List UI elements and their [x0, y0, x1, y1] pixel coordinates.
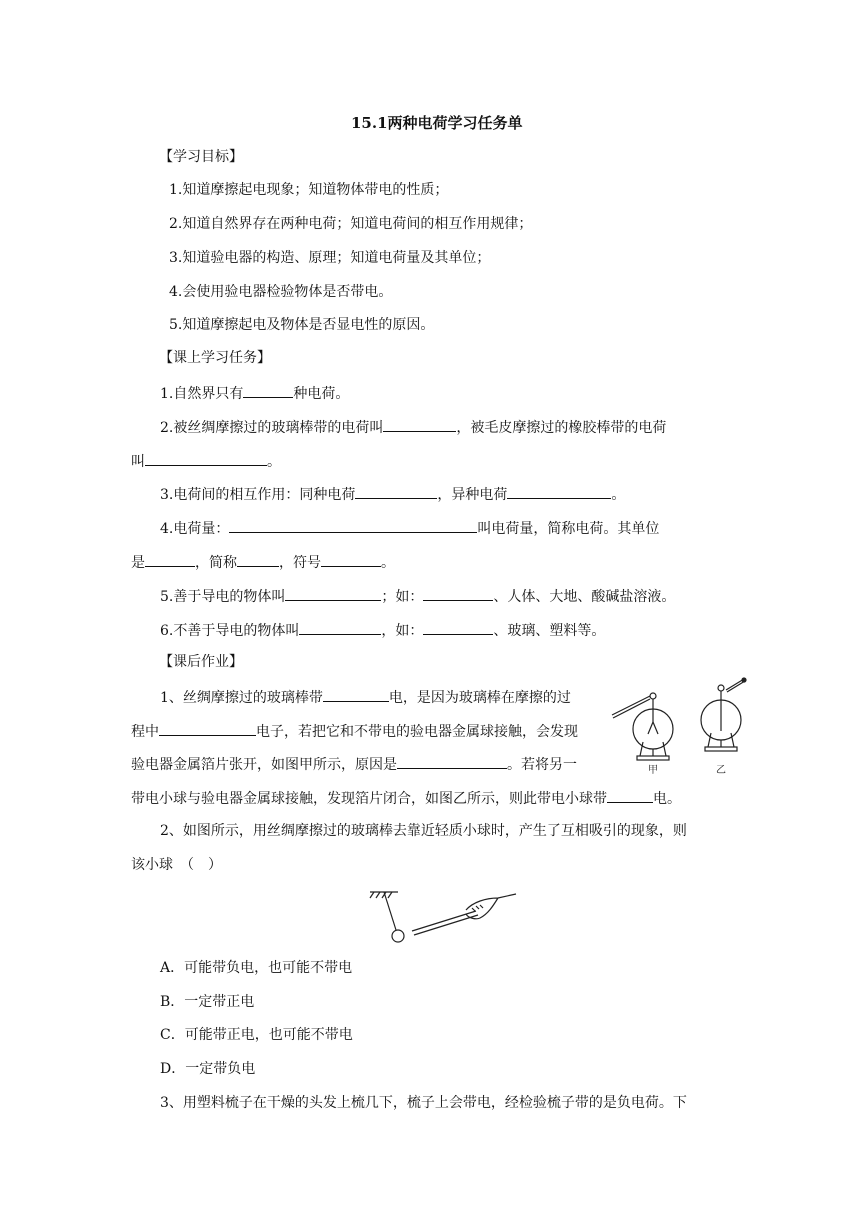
tasks-heading: 【课上学习任务】 [159, 350, 271, 366]
fig-label-b: 乙 [716, 765, 726, 776]
objective-item: 3.知道验电器的构造、原理；知道电荷量及其单位； [169, 250, 491, 266]
question-2-line2: 该小球 （ ） [131, 857, 222, 873]
task-2: 2.被丝绸摩擦过的玻璃棒带的电荷叫 ，被毛皮摩擦过的橡胶棒带的电荷 [160, 416, 666, 438]
objectives-heading: 【学习目标】 [159, 149, 243, 165]
blank-line [321, 551, 381, 567]
blank-line [299, 619, 381, 635]
page-title: 15.1两种电荷学习任务单 [351, 114, 523, 132]
option-b: B．一定带正电 [160, 994, 255, 1010]
rod-ball-figure [368, 884, 518, 944]
question-1-line3: 验电器金属箔片张开，如图甲所示，原因是 。若将另一 [131, 753, 577, 775]
blank-line [237, 551, 279, 567]
task-4-cont: 是 ，简称 ，符号 。 [131, 551, 395, 573]
blank-line [159, 720, 256, 736]
blank-line [323, 686, 389, 702]
blank-line [507, 483, 611, 499]
blank-line [607, 787, 653, 803]
question-1-line4: 带电小球与验电器金属球接触，发现箔片闭合，如图乙所示，则此带电小球带 电。 [131, 787, 681, 809]
question-1-line2: 程中 电子，若把它和不带电的验电器金属球接触，会发现 [131, 720, 578, 742]
option-d: D．一定带负电 [160, 1061, 256, 1077]
option-c: C．可能带正电，也可能不带电 [160, 1027, 353, 1043]
question-1: 1、丝绸摩擦过的玻璃棒带 电，是因为玻璃棒在摩擦的过 [160, 686, 571, 708]
question-2: 2、如图所示，用丝绸摩擦过的玻璃棒去靠近轻质小球时，产生了互相吸引的现象，则 [160, 823, 687, 839]
task-3: 3.电荷间的相互作用：同种电荷 ，异种电荷 。 [160, 483, 625, 505]
homework-heading: 【课后作业】 [159, 654, 243, 670]
blank-line [423, 619, 493, 635]
objective-item: 2.知道自然界存在两种电荷；知道电荷间的相互作用规律； [169, 216, 533, 232]
task-6: 6.不善于导电的物体叫 ，如： 、玻璃、塑料等。 [160, 619, 605, 641]
objective-item: 5.知道摩擦起电及物体是否显电性的原因。 [169, 317, 435, 333]
blank-line [243, 382, 293, 398]
electroscope-figure [610, 676, 760, 776]
blank-line [383, 416, 456, 432]
blank-line [145, 551, 195, 567]
blank-line [355, 483, 437, 499]
task-1: 1.自然界只有 种电荷。 [160, 382, 349, 404]
blank-line [229, 517, 477, 533]
objective-item: 4.会使用验电器检验物体是否带电。 [169, 284, 393, 300]
objective-item: 1.知道摩擦起电现象；知道物体带电的性质； [169, 182, 449, 198]
task-5: 5.善于导电的物体叫 ；如： 、人体、大地、酸碱盐溶液。 [160, 585, 675, 607]
fig-label-a: 甲 [648, 765, 658, 776]
option-a: A．可能带负电，也可能不带电 [160, 960, 353, 976]
task-4: 4.电荷量： 叫电荷量，简称电荷。其单位 [160, 517, 659, 539]
question-3: 3、用塑料梳子在干燥的头发上梳几下，梳子上会带电，经检验梳子带的是负电荷。下 [160, 1095, 687, 1111]
blank-line [423, 585, 493, 601]
blank-line [397, 753, 507, 769]
task-2-cont: 叫 。 [131, 450, 281, 472]
blank-line [145, 450, 267, 466]
blank-line [285, 585, 381, 601]
